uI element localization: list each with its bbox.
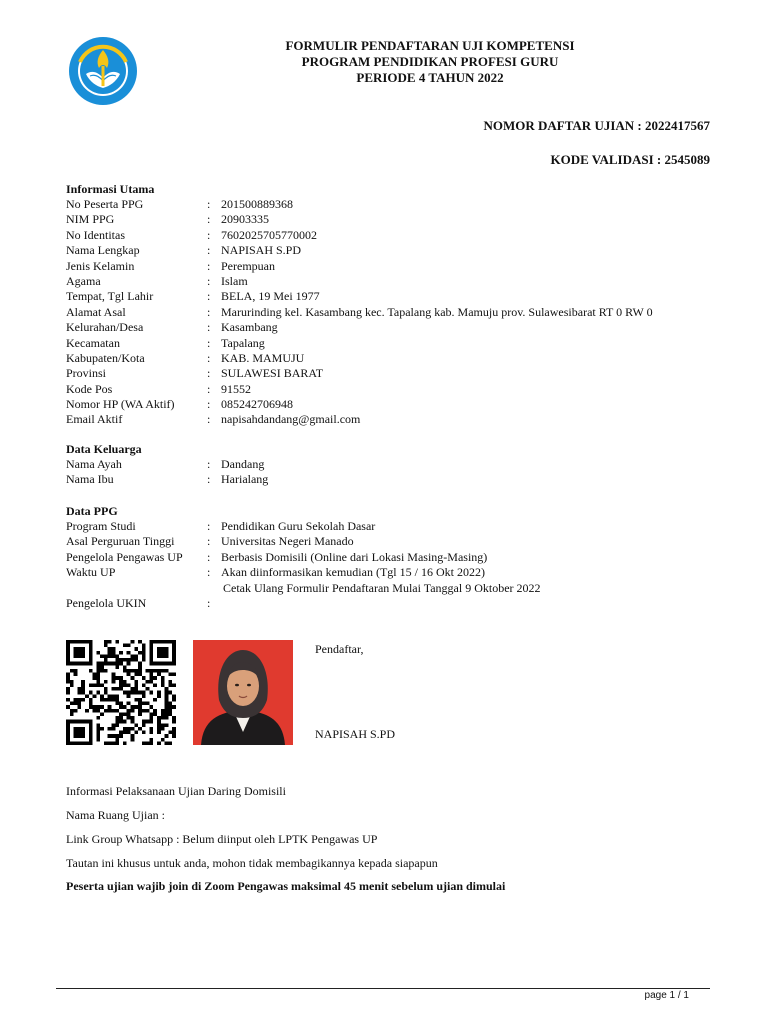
field-colon: : — [207, 258, 211, 273]
field-row — [66, 212, 716, 227]
field-label: Alamat Asal — [66, 304, 126, 319]
field-value: BELA, 19 Mei 1977 — [221, 289, 320, 304]
field-value: NAPISAH S.PD — [221, 243, 302, 258]
field-value: Islam — [221, 273, 248, 288]
info-link-group-whatsapp: Link Group Whatsapp : Belum diinput oleh LPTK Pengawas UP — [66, 832, 378, 846]
info-nama-ruang-ujian: Nama Ruang Ujian : — [66, 808, 165, 822]
field-value: Pendidikan Guru Sekolah Dasar — [221, 519, 376, 533]
page-number: page 1 / 1 — [644, 990, 689, 1001]
field-row — [66, 382, 716, 397]
nomor-daftar-ujian: NOMOR DAFTAR UJIAN : 2022417567 — [483, 118, 710, 133]
field-label: Kecamatan — [66, 335, 120, 350]
field-label: Asal Perguruan Tinggi — [66, 534, 175, 549]
field-value: Harialang — [221, 472, 269, 487]
field-value: 91552 — [221, 381, 251, 396]
field-label: Nama Lengkap — [66, 243, 140, 258]
field-label: NIM PPG — [66, 212, 115, 227]
field-label: Nomor HP (WA Aktif) — [66, 397, 175, 412]
field-row — [66, 197, 716, 212]
field-value: Kasambang — [221, 320, 278, 335]
field-row — [66, 228, 716, 243]
field-colon: : — [207, 472, 211, 487]
field-row — [66, 412, 716, 427]
data-keluarga-rows — [66, 457, 716, 488]
field-label: Jenis Kelamin — [66, 258, 135, 273]
field-value: Akan diinformasikan kemudian (Tgl 15 / 16 Okt 2022) — [221, 565, 485, 580]
field-colon: : — [207, 304, 211, 319]
field-row — [66, 596, 716, 611]
section-data-ppg — [66, 504, 716, 611]
field-label: Pengelola UKIN — [66, 595, 147, 610]
field-colon: : — [207, 366, 211, 381]
field-label: Pengelola Pengawas UP — [66, 549, 183, 564]
info-tautan-khusus: Tautan ini khusus untuk anda, mohon tidak membagikannya kepada siapapun — [66, 856, 438, 870]
field-value: 7602025705770002 — [221, 227, 317, 242]
field-value: Cetak Ulang Formulir Pendaftaran Mulai Tanggal 9 Oktober 2022 — [223, 580, 541, 595]
field-row — [66, 397, 716, 412]
informasi-utama-rows — [66, 197, 716, 428]
field-row — [66, 534, 716, 549]
section-data-keluarga — [66, 442, 716, 488]
header-title-line1: FORMULIR PENDAFTARAN UJI KOMPETENSI — [285, 38, 575, 53]
field-row — [66, 305, 716, 320]
info-pelaksanaan-ujian: Informasi Pelaksanaan Ujian Daring Domisili — [66, 784, 286, 798]
field-row — [66, 565, 716, 580]
kode-validasi: KODE VALIDASI : 2545089 — [550, 152, 710, 167]
field-label: Kelurahan/Desa — [66, 320, 144, 335]
field-colon: : — [207, 534, 211, 549]
field-colon: : — [207, 289, 211, 304]
field-value: SULAWESI BARAT — [221, 366, 324, 381]
field-label: Provinsi — [66, 366, 107, 381]
field-colon: : — [207, 565, 211, 580]
field-row — [66, 457, 716, 472]
field-colon: : — [207, 412, 211, 427]
field-value: Universitas Negeri Manado — [221, 534, 354, 549]
data-ppg-rows — [66, 519, 716, 611]
field-value: 20903335 — [221, 212, 269, 227]
field-label: Program Studi — [66, 519, 136, 533]
field-row — [66, 289, 716, 304]
field-colon: : — [207, 519, 211, 533]
field-colon: : — [207, 212, 211, 227]
field-label: Kabupaten/Kota — [66, 350, 145, 365]
signature-name: NAPISAH S.PD — [315, 727, 396, 741]
field-row — [66, 581, 716, 596]
section-informasi-utama — [66, 182, 716, 428]
field-value: Perempuan — [221, 258, 275, 273]
field-label: No Identitas — [66, 227, 125, 242]
field-value: 085242706948 — [221, 397, 293, 412]
section-title: Data Keluarga — [66, 442, 142, 456]
field-row — [66, 243, 716, 258]
footer-divider — [56, 988, 710, 989]
field-row — [66, 472, 716, 487]
field-label: Kode Pos — [66, 381, 113, 396]
field-label: Email Aktif — [66, 412, 123, 427]
field-label: Nama Ibu — [66, 472, 114, 487]
field-colon: : — [207, 320, 211, 335]
info-zoom-notice: Peserta ujian wajib join di Zoom Pengawas maksimal 45 menit sebelum ujian dimulai — [66, 879, 506, 893]
field-row — [66, 274, 716, 289]
field-label: Waktu UP — [66, 565, 116, 580]
field-value: KAB. MAMUJU — [221, 350, 305, 365]
field-row — [66, 519, 716, 534]
field-value: Tapalang — [221, 335, 265, 350]
header-title-line2: PROGRAM PENDIDIKAN PROFESI GURU — [301, 54, 559, 69]
field-label: No Peserta PPG — [66, 197, 144, 211]
section-title: Informasi Utama — [66, 182, 155, 196]
field-colon: : — [207, 457, 211, 471]
field-colon: : — [207, 197, 211, 211]
field-row — [66, 259, 716, 274]
field-row — [66, 351, 716, 366]
tut-wuri-handayani-logo-icon — [68, 36, 138, 106]
field-colon: : — [207, 397, 211, 412]
field-colon: : — [207, 335, 211, 350]
field-value: Marurinding kel. Kasambang kec. Tapalang kab. Mamuju prov. Sulawesibarat RT 0 RW 0 — [221, 304, 653, 319]
field-colon: : — [207, 350, 211, 365]
section-title: Data PPG — [66, 504, 118, 518]
participant-photo — [193, 640, 293, 745]
field-row — [66, 366, 716, 381]
field-label: Tempat, Tgl Lahir — [66, 289, 154, 304]
field-colon: : — [207, 273, 211, 288]
field-colon: : — [207, 243, 211, 258]
form-header — [150, 38, 710, 86]
qr-code-icon — [66, 640, 176, 745]
field-row — [66, 550, 716, 565]
field-value: Berbasis Domisili (Online dari Lokasi Masing-Masing) — [221, 549, 488, 564]
field-colon: : — [207, 549, 211, 564]
field-value: Dandang — [221, 457, 265, 471]
field-colon: : — [207, 595, 211, 610]
header-title-line3: PERIODE 4 TAHUN 2022 — [356, 70, 504, 85]
field-colon: : — [207, 227, 211, 242]
field-colon: : — [207, 381, 211, 396]
field-value: napisahdandang@gmail.com — [221, 412, 361, 427]
field-value — [221, 596, 716, 611]
field-label: Nama Ayah — [66, 457, 122, 471]
field-value: 201500889368 — [221, 197, 293, 211]
pendaftar-label: Pendaftar, — [315, 642, 364, 656]
field-row — [66, 336, 716, 351]
field-row — [66, 320, 716, 335]
field-label: Agama — [66, 273, 101, 288]
